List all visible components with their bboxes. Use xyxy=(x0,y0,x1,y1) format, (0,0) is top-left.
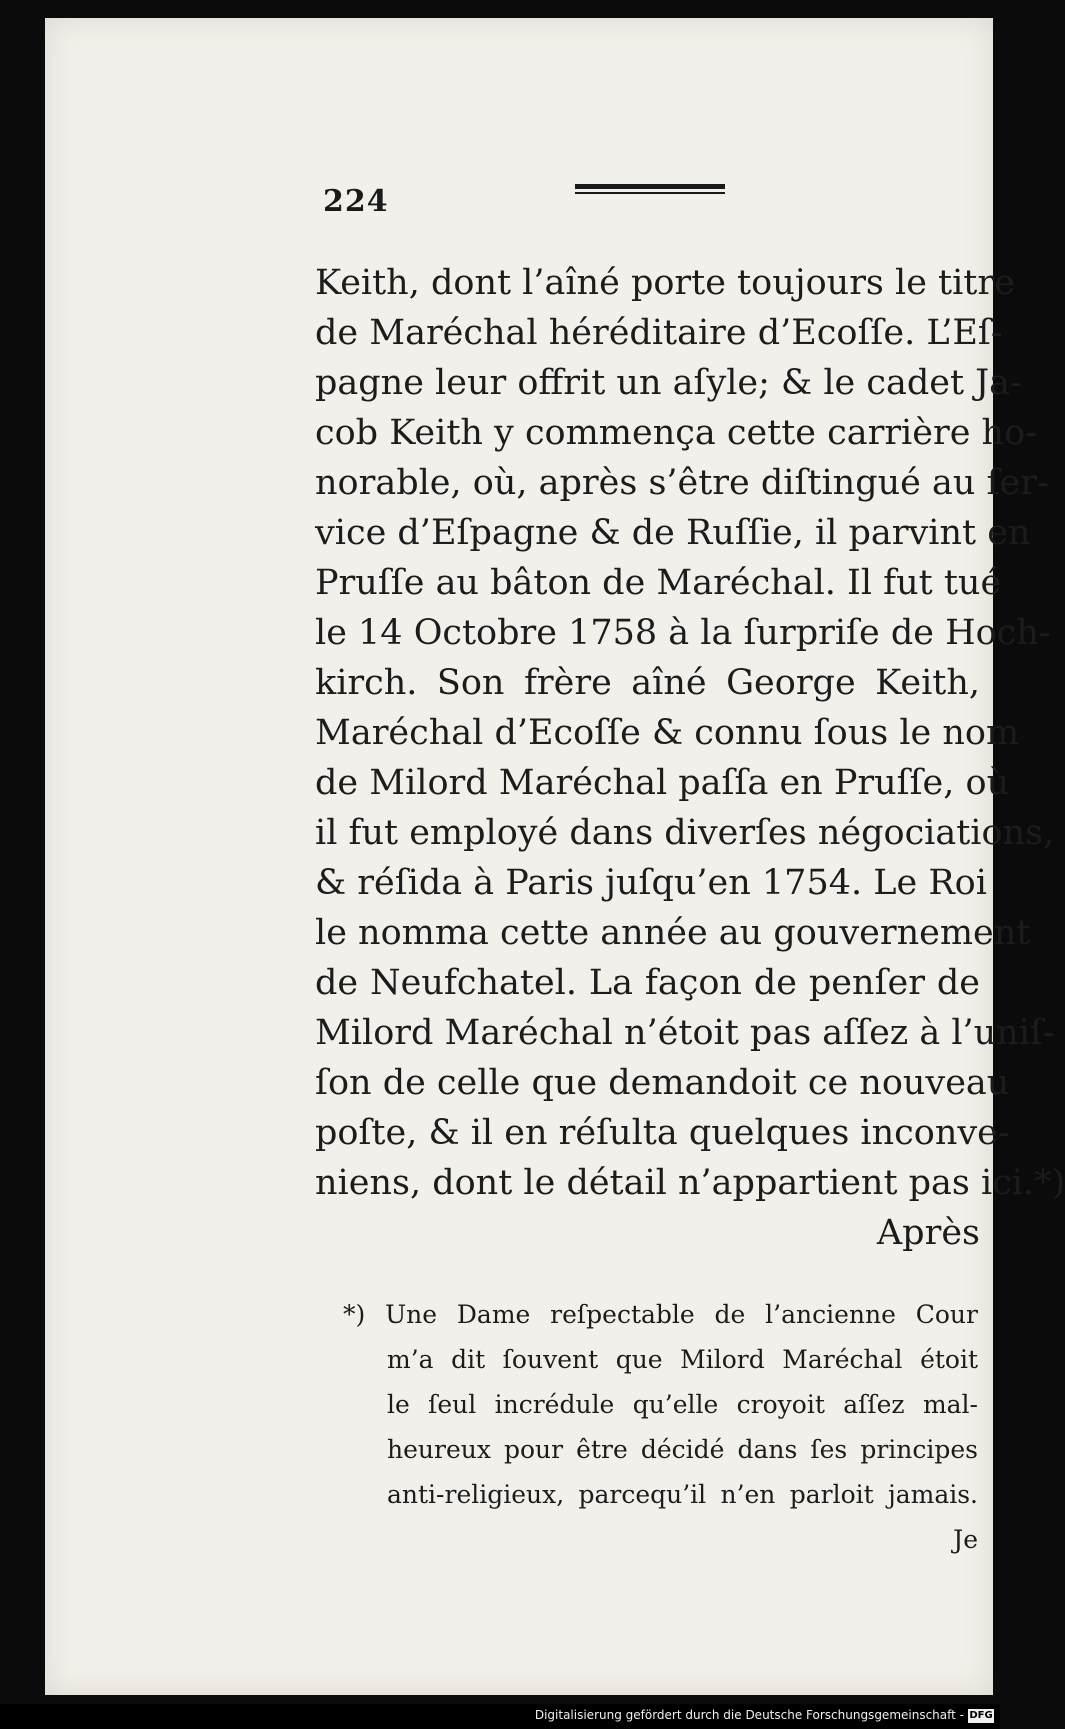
footnote xyxy=(343,1292,978,1562)
text-line: Pruſſe au bâton de Maréchal. Il fut tué xyxy=(315,563,1002,603)
page-header xyxy=(323,184,723,224)
text-line: Maréchal d’Ecoſſe & connu ſous le nom xyxy=(315,713,1020,753)
dfg-logo: DFG xyxy=(969,1710,993,1721)
text-line: norable, où, après s’être diſtingué au ſer- xyxy=(315,463,1049,503)
book-page xyxy=(45,18,1065,1695)
text-line: poſte, & il en réſulta quelques inconve- xyxy=(315,1113,1010,1153)
header-rule xyxy=(575,184,725,189)
text-line: kirch. Son frère aîné George Keith, xyxy=(315,663,980,703)
footnote-line: le ſeul incrédule qu’elle croyoit aſſez mal- xyxy=(387,1390,978,1419)
text-line: de Neufchatel. La façon de penſer de xyxy=(315,963,980,1003)
footnote-catchword: Je xyxy=(953,1525,978,1554)
header-rule-thin xyxy=(575,192,725,194)
text-line: ſon de celle que demandoit ce nouveau xyxy=(315,1063,1010,1103)
footnote-line: anti-religieux, parcequ’il n’en parloit jamais. xyxy=(387,1480,978,1509)
text-line: cob Keith y commença cette carrière ho- xyxy=(315,413,1037,453)
catchword: Après xyxy=(876,1213,980,1253)
footer-credit: Digitalisierung gefördert durch die Deutsche Forschungsgemeinschaft - xyxy=(534,1708,964,1722)
text-line: & réſida à Paris juſqu’en 1754. Le Roi xyxy=(315,863,987,903)
text-line: Keith, dont l’aîné porte toujours le titre xyxy=(315,263,1015,303)
footnote-line: *) Une Dame reſpectable de l’ancienne Cour xyxy=(343,1300,978,1329)
text-line: de Maréchal héréditaire d’Ecoſſe. L’Eſ- xyxy=(315,313,1003,353)
text-line: le 14 Octobre 1758 à la ſurpriſe de Hoch- xyxy=(315,613,1051,653)
text-line: pagne leur offrit un aſyle; & le cadet Ja- xyxy=(315,363,1022,403)
text-line: niens, dont le détail n’appartient pas ici.*) xyxy=(315,1163,1065,1203)
text-line: Milord Maréchal n’étoit pas aſſez à l’uniſ- xyxy=(315,1013,1055,1053)
body-text xyxy=(315,258,1065,1258)
text-line: le nomma cette année au gouvernement xyxy=(315,913,1031,953)
footnote-line: m’a dit ſouvent que Milord Maréchal étoit xyxy=(387,1345,978,1374)
footer-bar xyxy=(0,1704,1000,1729)
text-line: il fut employé dans diverſes négociations, xyxy=(315,813,1055,853)
footnote-line: heureux pour être décidé dans ſes principes xyxy=(387,1435,978,1464)
text-line: vice d’Eſpagne & de Ruſſie, il parvint en xyxy=(315,513,1031,553)
text-line: de Milord Maréchal paſſa en Pruſſe, où xyxy=(315,763,1010,803)
page-number: 224 xyxy=(323,184,389,219)
